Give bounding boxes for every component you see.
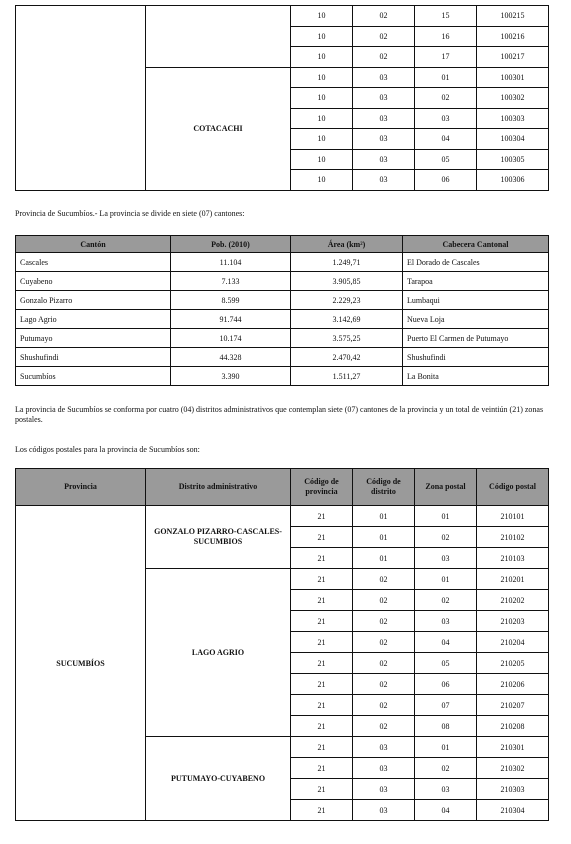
table-row bbox=[16, 348, 549, 367]
table-cell: 01 bbox=[415, 569, 477, 590]
table-cell: 100302 bbox=[477, 88, 549, 109]
table-cell: 210301 bbox=[477, 737, 549, 758]
table-cell: 21 bbox=[291, 674, 353, 695]
table-cell: 02 bbox=[415, 527, 477, 548]
table-cell: 210202 bbox=[477, 590, 549, 611]
table-cell: 2.470,42 bbox=[291, 348, 403, 367]
table-cell: 3.390 bbox=[171, 367, 291, 386]
table-cell: 21 bbox=[291, 506, 353, 527]
table-cell: 03 bbox=[353, 779, 415, 800]
header-cabecera: Cabecera Cantonal bbox=[403, 236, 549, 253]
header-population: Pob. (2010) bbox=[171, 236, 291, 253]
table-cell: 05 bbox=[415, 149, 477, 170]
table-cell: 210203 bbox=[477, 611, 549, 632]
table-cell: 06 bbox=[415, 674, 477, 695]
table-cell: 21 bbox=[291, 611, 353, 632]
table-cell: 100306 bbox=[477, 170, 549, 191]
table-cell: 02 bbox=[415, 88, 477, 109]
table-cell: 21 bbox=[291, 632, 353, 653]
table-cell: 01 bbox=[415, 506, 477, 527]
table-cell: 10 bbox=[291, 108, 353, 129]
table-cell: 10 bbox=[291, 6, 353, 27]
table-cell: 21 bbox=[291, 800, 353, 821]
intro-text: Provincia de Sucumbíos.- La provincia se divide en siete (07) cantones: bbox=[15, 209, 245, 218]
table-cell: 15 bbox=[415, 6, 477, 27]
table-cell: 03 bbox=[353, 758, 415, 779]
table-cell: 210303 bbox=[477, 779, 549, 800]
canton-table bbox=[15, 235, 549, 386]
header-codigo-provincia: Código de provincia bbox=[291, 469, 353, 506]
table-cell: 04 bbox=[415, 800, 477, 821]
table-cell: 02 bbox=[353, 26, 415, 47]
table-cell: 01 bbox=[353, 548, 415, 569]
table-cell: 210103 bbox=[477, 548, 549, 569]
table-cell: 10 bbox=[291, 149, 353, 170]
table-cell: 21 bbox=[291, 758, 353, 779]
table-cell: 1.511,27 bbox=[291, 367, 403, 386]
table-row bbox=[16, 329, 549, 348]
header-canton: Cantón bbox=[16, 236, 171, 253]
table-cell: 02 bbox=[353, 611, 415, 632]
table-cell: Lago Agrio bbox=[16, 310, 171, 329]
sucumbios-postal-table bbox=[15, 468, 549, 821]
table-cell: 02 bbox=[353, 653, 415, 674]
table-cell: 210302 bbox=[477, 758, 549, 779]
header-codigo-postal: Código postal bbox=[477, 469, 549, 506]
table-cell: 210102 bbox=[477, 527, 549, 548]
table-cell: 01 bbox=[353, 527, 415, 548]
table-cell: Puerto El Carmen de Putumayo bbox=[403, 329, 549, 348]
table-cell: 02 bbox=[353, 47, 415, 68]
table-cell: 210204 bbox=[477, 632, 549, 653]
table-cell: 210101 bbox=[477, 506, 549, 527]
table-cell: 10 bbox=[291, 88, 353, 109]
table-cell: 01 bbox=[353, 506, 415, 527]
table-cell: 210201 bbox=[477, 569, 549, 590]
distrito-cell bbox=[146, 6, 291, 68]
table-cell: 03 bbox=[353, 108, 415, 129]
table-cell: 210206 bbox=[477, 674, 549, 695]
table-cell: 10 bbox=[291, 170, 353, 191]
table-cell: 3.905,85 bbox=[291, 272, 403, 291]
table-cell: Nueva Loja bbox=[403, 310, 549, 329]
table-cell: Putumayo bbox=[16, 329, 171, 348]
table-cell: 10 bbox=[291, 67, 353, 88]
table-cell: 7.133 bbox=[171, 272, 291, 291]
table-cell: 02 bbox=[353, 590, 415, 611]
table-row bbox=[16, 506, 549, 527]
table-cell: 21 bbox=[291, 548, 353, 569]
table-cell: 02 bbox=[353, 695, 415, 716]
table-cell: 02 bbox=[415, 758, 477, 779]
table-cell: 100301 bbox=[477, 67, 549, 88]
table-cell: 01 bbox=[415, 737, 477, 758]
table-cell: 100305 bbox=[477, 149, 549, 170]
table-cell: 01 bbox=[415, 67, 477, 88]
table-cell: 8.599 bbox=[171, 291, 291, 310]
table-cell: Sucumbíos bbox=[16, 367, 171, 386]
table-cell: 06 bbox=[415, 170, 477, 191]
provincia-cell bbox=[16, 6, 146, 191]
table-cell: 91.744 bbox=[171, 310, 291, 329]
table-cell: Tarapoa bbox=[403, 272, 549, 291]
table-cell: 44.328 bbox=[171, 348, 291, 367]
table-cell: 10.174 bbox=[171, 329, 291, 348]
table-cell: 07 bbox=[415, 695, 477, 716]
table-cell: 02 bbox=[415, 590, 477, 611]
table-cell: 10 bbox=[291, 26, 353, 47]
table-cell: 04 bbox=[415, 129, 477, 150]
table-cell: 2.229,23 bbox=[291, 291, 403, 310]
table-cell: 17 bbox=[415, 47, 477, 68]
paragraph-postal-codes: Los códigos postales para la provincia de Sucumbíos son: bbox=[15, 445, 200, 454]
table-cell: 210207 bbox=[477, 695, 549, 716]
header-area: Área (km²) bbox=[291, 236, 403, 253]
table-cell: 03 bbox=[415, 548, 477, 569]
table-cell: 100215 bbox=[477, 6, 549, 27]
table-cell: 100304 bbox=[477, 129, 549, 150]
header-provincia: Provincia bbox=[16, 469, 146, 506]
table-row bbox=[16, 291, 549, 310]
header-zona-postal: Zona postal bbox=[415, 469, 477, 506]
header-codigo-distrito: Código de distrito bbox=[353, 469, 415, 506]
table-cell: 02 bbox=[353, 674, 415, 695]
table-cell: 21 bbox=[291, 590, 353, 611]
table-cell: Shushufindi bbox=[403, 348, 549, 367]
table-cell: Gonzalo Pizarro bbox=[16, 291, 171, 310]
table-cell: 3.142,69 bbox=[291, 310, 403, 329]
table-cell: La Bonita bbox=[403, 367, 549, 386]
table-cell: 10 bbox=[291, 47, 353, 68]
table-cell: 100303 bbox=[477, 108, 549, 129]
table-cell: 11.104 bbox=[171, 253, 291, 272]
table-cell: 03 bbox=[353, 737, 415, 758]
table-row bbox=[16, 367, 549, 386]
header-distrito: Distrito administrativo bbox=[146, 469, 291, 506]
table-cell: 3.575,25 bbox=[291, 329, 403, 348]
table-cell: 03 bbox=[353, 88, 415, 109]
table-cell: El Dorado de Cascales bbox=[403, 253, 549, 272]
table-cell: 100217 bbox=[477, 47, 549, 68]
district-cell: GONZALO PIZARRO-CASCALES-SUCUMBIOS bbox=[146, 506, 291, 569]
table-cell: 21 bbox=[291, 653, 353, 674]
district-cell: PUTUMAYO-CUYABENO bbox=[146, 737, 291, 821]
table-cell: 03 bbox=[353, 800, 415, 821]
table-cell: 21 bbox=[291, 716, 353, 737]
table-cell: 03 bbox=[415, 611, 477, 632]
table-cell: 03 bbox=[415, 779, 477, 800]
table-cell: 03 bbox=[353, 170, 415, 191]
table-cell: 210304 bbox=[477, 800, 549, 821]
table-cell: 02 bbox=[353, 569, 415, 590]
table-cell: 03 bbox=[353, 67, 415, 88]
table-cell: 210208 bbox=[477, 716, 549, 737]
table-cell: 21 bbox=[291, 569, 353, 590]
table-cell: 21 bbox=[291, 695, 353, 716]
table-cell: 100216 bbox=[477, 26, 549, 47]
table-cell: Lumbaqui bbox=[403, 291, 549, 310]
table-cell: 16 bbox=[415, 26, 477, 47]
table-cell: 05 bbox=[415, 653, 477, 674]
table-cell: 03 bbox=[353, 129, 415, 150]
table-cell: 02 bbox=[353, 632, 415, 653]
table-row bbox=[16, 272, 549, 291]
table-row bbox=[16, 6, 549, 27]
table-cell: 1.249,71 bbox=[291, 253, 403, 272]
canton-cell: COTACACHI bbox=[146, 67, 291, 190]
district-cell: LAGO AGRIO bbox=[146, 569, 291, 737]
paragraph-districts: La provincia de Sucumbíos se conforma por cuatro (04) distritos administrativos que contemplan siete (07) cantones de la provincia y un total de veintiún (21) zonas postales. bbox=[15, 405, 544, 424]
table-cell: Cascales bbox=[16, 253, 171, 272]
table-cell: 21 bbox=[291, 737, 353, 758]
table-cell: 03 bbox=[353, 149, 415, 170]
table-cell: 03 bbox=[415, 108, 477, 129]
table-cell: 21 bbox=[291, 527, 353, 548]
table-row bbox=[16, 253, 549, 272]
table-cell: 210205 bbox=[477, 653, 549, 674]
table-cell: 08 bbox=[415, 716, 477, 737]
table-cell: 02 bbox=[353, 716, 415, 737]
table-cell: Cuyabeno bbox=[16, 272, 171, 291]
top-postal-table bbox=[15, 5, 549, 191]
table-row bbox=[16, 310, 549, 329]
table-cell: 04 bbox=[415, 632, 477, 653]
table-cell: Shushufindi bbox=[16, 348, 171, 367]
table-cell: 21 bbox=[291, 779, 353, 800]
province-cell: SUCUMBÍOS bbox=[16, 506, 146, 821]
table-cell: 10 bbox=[291, 129, 353, 150]
table-cell: 02 bbox=[353, 6, 415, 27]
